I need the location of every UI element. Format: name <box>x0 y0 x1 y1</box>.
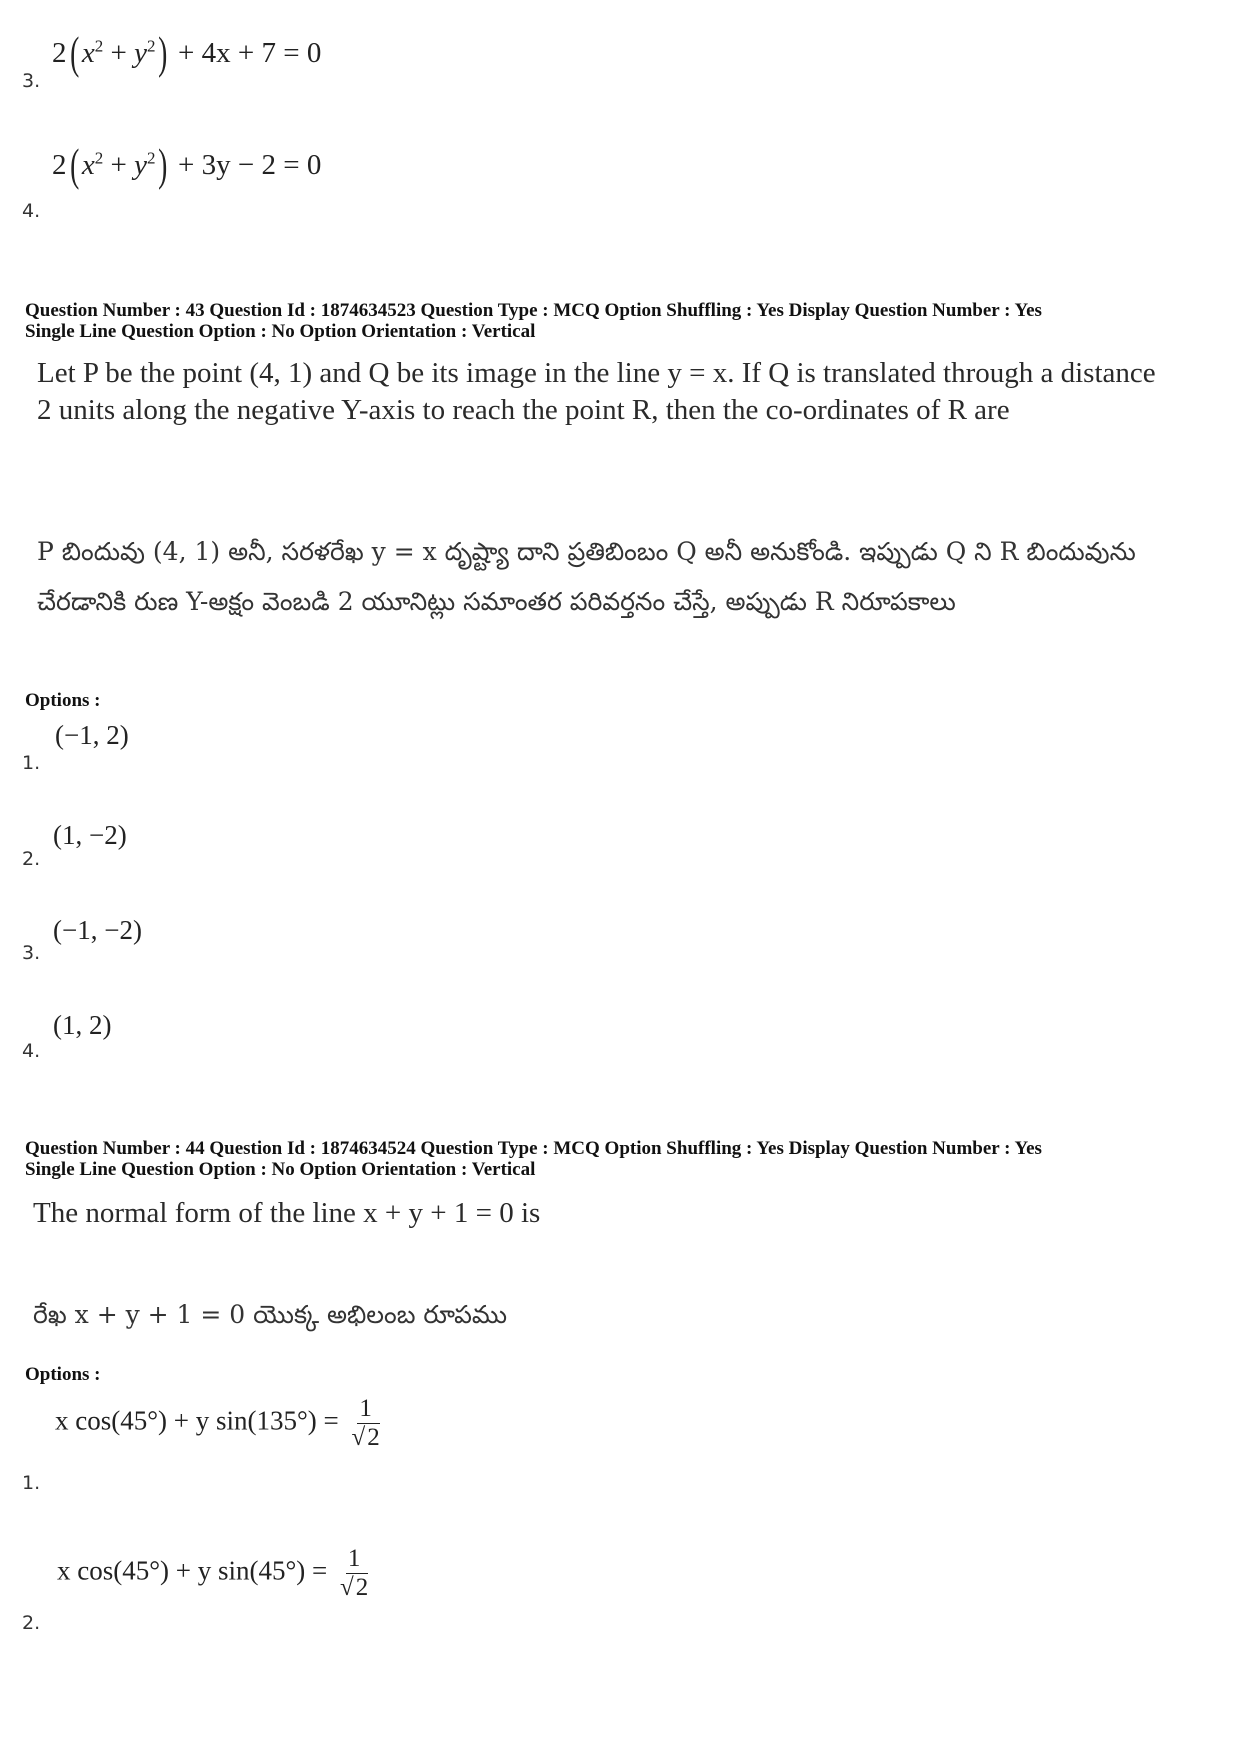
q43-question-text-telugu: P బిందువు (4, 1) అనీ, సరళరేఖ y = x దృష్ట్యా దాని ప్రతిబింబం Q అనీ అనుకోండి. ఇప్పుడు Q ని R బిందువును చేరడానికి రుణ Y-అక్షం వెంబడి 2 యూనిట్లు సమాంతర పరివర్తనం చేస్తే, అప్పుడు R నిరూపకాలు <box>37 537 1136 616</box>
q44-question-text-english: The normal form of the line x + y + 1 = 0 is <box>33 1197 541 1229</box>
q44-option-1-numerator: 1 <box>359 1395 372 1422</box>
q44-option-2-lhs: x cos(45°) + y sin(45°) = <box>57 1555 328 1586</box>
q43-option-2-value[interactable]: (1, −2) <box>53 820 127 850</box>
q43-options-label: Options : <box>25 690 101 711</box>
q44-option-2-value[interactable] <box>57 1545 370 1602</box>
prev-option-4-number: 4. <box>22 200 41 222</box>
q44-option-2-numerator: 1 <box>347 1545 361 1572</box>
prev-option-3-number: 3. <box>22 70 41 92</box>
q44-question-text-telugu: రేఖ x + y + 1 = 0 యొక్క అభిలంబ రూపము <box>33 1300 508 1329</box>
q43-option-1-value[interactable]: (−1, 2) <box>55 720 129 750</box>
q43-meta-line-1: Question Number : 43 Question Id : 1874634523 Question Type : MCQ Option Shuffling : Yes Display Question Number : Yes <box>25 300 1042 321</box>
q43-option-1-number: 1. <box>22 752 41 774</box>
q43-option-4-number: 4. <box>22 1040 41 1062</box>
q44-option-2-fraction <box>338 1545 370 1602</box>
q44-options-label: Options : <box>25 1364 101 1385</box>
q44-option-2-denominator: √2 <box>340 1574 369 1601</box>
q44-option-1-number: 1. <box>22 1472 41 1494</box>
q44-option-1-fraction <box>350 1395 382 1452</box>
q44-option-1-value[interactable] <box>55 1395 382 1452</box>
q43-option-4-value[interactable]: (1, 2) <box>53 1010 112 1040</box>
q44-meta-line-1: Question Number : 44 Question Id : 1874634524 Question Type : MCQ Option Shuffling : Yes Display Question Number : Yes <box>25 1138 1042 1159</box>
q43-option-2-number: 2. <box>22 848 41 870</box>
q44-option-1-lhs: x cos(45°) + y sin(135°) = <box>55 1405 339 1436</box>
q43-meta-line-2: Single Line Question Option : No Option Orientation : Vertical <box>25 321 536 342</box>
prev-option-4-equation: 2( $x^2 + y^2) + 3y - 2 = 0$ <box>52 139 322 190</box>
q43-question-text-english: Let P be the point (4, 1) and Q be its image in the line y = x. If Q is translated through a distance 2 units along the negative Y-axis to reach the point R, then the co-ordinates of R are <box>37 357 1156 426</box>
q43-option-3-number: 3. <box>22 942 41 964</box>
q44-meta-line-2: Single Line Question Option : No Option Orientation : Vertical <box>25 1159 536 1180</box>
prev-option-3-equation: 2( $x^2 + y^2) + 4x + 7 = 0$ <box>52 27 322 78</box>
q43-option-3-value[interactable]: (−1, −2) <box>53 915 142 945</box>
q44-option-2-number: 2. <box>22 1612 41 1634</box>
q44-option-1-denominator: √2 <box>351 1424 380 1451</box>
